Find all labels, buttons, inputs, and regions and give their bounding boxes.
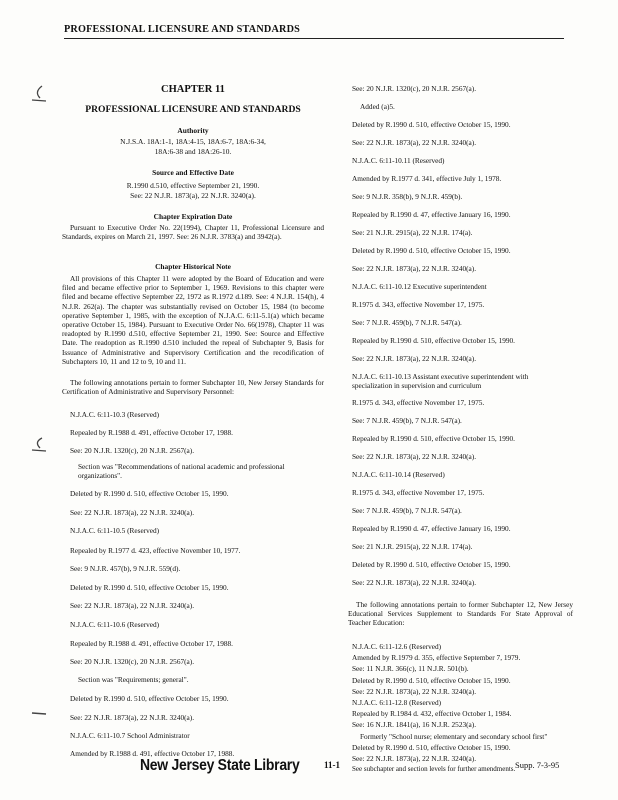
list-item: Section was "Requirements; general". [78, 675, 189, 684]
list-item: N.J.A.C. 6:11-10.13 Assistant executive superintendent with specialization in supervision and curriculum [352, 372, 529, 390]
list-item: Added (a)5. [360, 102, 395, 111]
list-item: See: 21 N.J.R. 2915(a), 22 N.J.R. 174(a). [352, 542, 473, 551]
list-item: R.1975 d. 343, effective November 17, 1975. [352, 488, 485, 497]
list-item: Deleted by R.1990 d. 510, effective October 15, 1990. [70, 489, 229, 498]
list-item: N.J.A.C. 6:11-10.11 (Reserved) [352, 156, 445, 165]
list-item: See: 20 N.J.R. 1320(c), 20 N.J.R. 2567(a). [352, 84, 477, 93]
authority-line-1: N.J.S.A. 18A:1-1, 18A:4-15, 18A:6-7, 18A:6-34, [120, 137, 266, 146]
running-head: PROFESSIONAL LICENSURE AND STANDARDS [64, 24, 564, 39]
list-item: See: 20 N.J.R. 1320(c), 20 N.J.R. 2567(a). [70, 657, 195, 666]
expiration-heading: Chapter Expiration Date [153, 212, 233, 221]
list-item: Amended by R.1977 d. 341, effective July 1, 1978. [352, 174, 502, 183]
library-watermark: New Jersey State Library [140, 757, 300, 774]
list-item: Repealed by R.1977 d. 423, effective November 10, 1977. [70, 546, 241, 555]
list-item: Deleted by R.1990 d. 510, effective October 15, 1990. [352, 120, 511, 129]
list-item: See: 7 N.J.R. 459(b), 7 N.J.R. 547(a). [352, 416, 462, 425]
list-item: See: 22 N.J.R. 1873(a), 22 N.J.R. 3240(a). [352, 452, 477, 461]
list-item: N.J.A.C. 6:11-10.12 Executive superintendent [352, 282, 487, 291]
supplement-date: Supp. 7-3-95 [515, 760, 560, 770]
list-item: Repealed by R.1984 d. 432, effective October 1, 1984. [352, 709, 512, 719]
list-item: Repealed by R.1990 d. 47, effective January 16, 1990. [352, 524, 511, 533]
history-heading: Chapter Historical Note [155, 262, 231, 271]
authority-heading: Authority [177, 126, 209, 135]
list-item: See: 11 N.J.R. 366(c), 11 N.J.R. 501(b). [352, 664, 469, 674]
list-item: See: 7 N.J.R. 459(b), 7 N.J.R. 547(a). [352, 506, 462, 515]
list-item: See: 22 N.J.R. 1873(a), 22 N.J.R. 3240(a). [70, 601, 195, 610]
annot-intro-subchapter-10: The following annotations pertain to former Subchapter 10, New Jersey Standards for Certification of Administrative and Supervisory Personnel: [62, 378, 324, 397]
list-item: Deleted by R.1990 d. 510, effective October 15, 1990. [352, 246, 511, 255]
source-heading: Source and Effective Date [152, 168, 234, 177]
expiration-text: Pursuant to Executive Order No. 22(1994), Chapter 11, Professional Licensure and Standards, expires on March 21, 1997. See: 26 N.J.R. 3783(a) and 3942(a). [62, 223, 324, 242]
list-item: Deleted by R.1990 d. 510, effective October 15, 1990. [70, 694, 229, 703]
list-item: N.J.A.C. 6:11-12.8 (Reserved) [352, 698, 442, 707]
chapter-number: CHAPTER 11 [161, 84, 225, 95]
source-line-2: See: 22 N.J.R. 1873(a), 22 N.J.R. 3240(a). [130, 191, 256, 200]
list-item: See: 21 N.J.R. 2915(a), 22 N.J.R. 174(a). [352, 228, 473, 237]
list-item: Deleted by R.1990 d. 510, effective October 15, 1990. [352, 742, 511, 752]
closing-note: See subchapter and section levels for further amendments. [352, 765, 516, 774]
list-item: R.1975 d. 343, effective November 17, 1975. [352, 300, 485, 309]
list-item: N.J.A.C. 6:11-10.3 (Reserved) [70, 410, 160, 419]
list-item: See: 22 N.J.R. 1873(a), 22 N.J.R. 3240(a). [352, 686, 477, 696]
list-item: See: 20 N.J.R. 1320(c), 20 N.J.R. 2567(a). [70, 446, 195, 455]
list-item: N.J.A.C. 6:11-10.14 (Reserved) [352, 470, 445, 479]
list-item: See: 22 N.J.R. 1873(a), 22 N.J.R. 3240(a). [352, 578, 477, 587]
page-number: 11-1 [324, 760, 341, 770]
list-item: N.J.A.C. 6:11-10.5 (Reserved) [70, 526, 160, 535]
list-item: See: 22 N.J.R. 1873(a), 22 N.J.R. 3240(a). [352, 264, 477, 273]
punch-mark-middle [28, 436, 48, 456]
list-item: N.J.A.C. 6:11-10.7 School Administrator [70, 731, 190, 740]
list-item: See: 7 N.J.R. 459(b), 7 N.J.R. 547(a). [352, 318, 462, 327]
list-item: Repealed by R.1988 d. 491, effective October 17, 1988. [70, 428, 233, 437]
list-item: Section was "Recommendations of national academic and professional organizations". [78, 462, 285, 480]
list-item: Repealed by R.1988 d. 491, effective October 17, 1988. [70, 639, 233, 648]
list-item: See: 9 N.J.R. 358(b), 9 N.J.R. 459(b). [352, 192, 463, 201]
list-item: Deleted by R.1990 d. 510, effective October 15, 1990. [70, 583, 229, 592]
list-item: N.J.A.C. 6:11-10.6 (Reserved) [70, 620, 160, 629]
list-item: See: 22 N.J.R. 1873(a), 22 N.J.R. 3240(a). [352, 354, 477, 363]
list-item: See: 22 N.J.R. 1873(a), 22 N.J.R. 3240(a). [352, 138, 477, 147]
history-text: All provisions of this Chapter 11 were adopted by the Board of Education and were filed and became effective prior to September 1, 1969. Revisions to this chapter were filed and became effective September 22, 1972 as R.1972 d.189. See: 4 N.J.R. 154(h), 4 N.J.R. 262(a). The chapter was substantially revised on October 15, 1984 (to become operative September 1, 1985, with the exception of N.J.A.C. 6:11-5.1(a) which became operative October 15, 1984). Pursuant to Executive Order No. 66(1978), Chapter 11 was readopted by R.1990 d.510, effective September 21, 1990. See: Source and Effective Date. The readoption as R.1990 d.510 included the repeal of Subchapter 9, Basis for Issuance of Administrative and Supervisory Certification and the recodification of Subchapters 10, 11 and 12 to 9, 10 and 11. [62, 274, 324, 366]
list-item: N.J.A.C. 6:11-12.6 (Reserved) [352, 642, 442, 651]
list-item: See: 22 N.J.R. 1873(a), 22 N.J.R. 3240(a). [70, 508, 195, 517]
list-item: Deleted by R.1990 d. 510, effective October 15, 1990. [352, 560, 511, 569]
list-item: Deleted by R.1990 d. 510, effective October 15, 1990. [352, 675, 511, 685]
list-item: Repealed by R.1990 d. 47, effective January 16, 1990. [352, 210, 511, 219]
punch-mark-bottom [28, 706, 48, 720]
list-item: Formerly "School nurse; elementary and secondary school first" [360, 731, 548, 741]
list-item: See: 16 N.J.R. 1841(a), 16 N.J.R. 2523(a). [352, 720, 477, 730]
source-line-1: R.1990 d.510, effective September 21, 1990. [126, 181, 260, 190]
authority-line-2: 18A:6-38 and 18A:26-10. [154, 147, 232, 156]
list-item: See: 9 N.J.R. 457(b), 9 N.J.R. 559(d). [70, 564, 181, 573]
list-item: Amended by R.1988 d. 491, effective October 17, 1988. [70, 749, 235, 758]
list-item: Amended by R.1979 d. 355, effective September 7, 1979. [352, 653, 521, 663]
list-item: Repealed by R.1990 d. 510, effective October 15, 1990. [352, 336, 515, 345]
list-item: R.1975 d. 343, effective November 17, 1975. [352, 398, 485, 407]
list-item: See: 22 N.J.R. 1873(a), 22 N.J.R. 3240(a). [70, 713, 195, 722]
list-item: See: 22 N.J.R. 1873(a), 22 N.J.R. 3240(a). [352, 754, 477, 763]
annot-intro-subchapter-12: The following annotations pertain to former Subchapter 12, New Jersey Educational Services Supplement to Standards For State Approval of Teacher Education: [348, 600, 573, 628]
list-item: Repealed by R.1990 d. 510, effective October 15, 1990. [352, 434, 515, 443]
chapter-title: PROFESSIONAL LICENSURE AND STANDARDS [85, 104, 301, 115]
punch-mark-top [28, 84, 48, 106]
